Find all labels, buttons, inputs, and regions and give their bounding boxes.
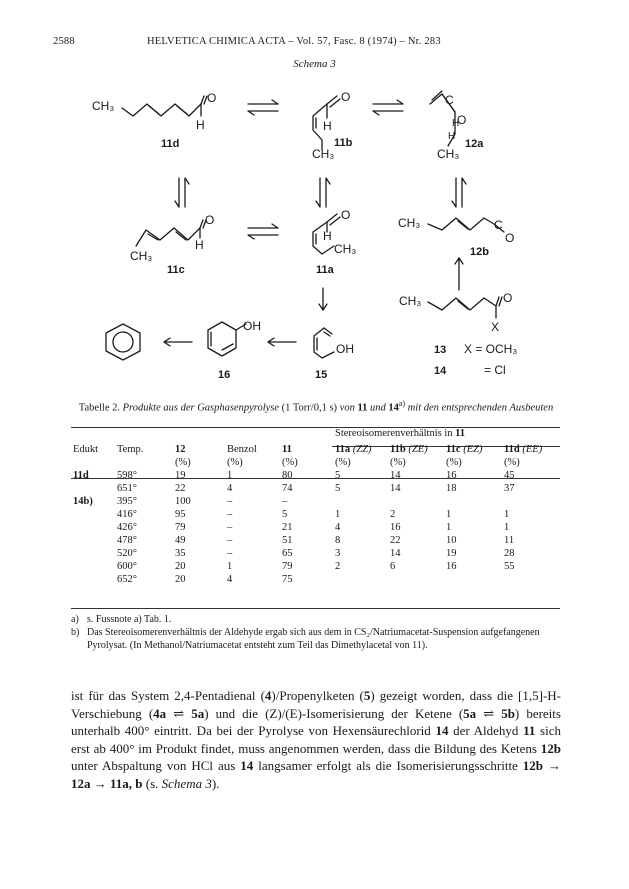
table-cell: 11 <box>504 535 515 546</box>
label-12a: 12a <box>465 138 484 150</box>
group-header-text: Stereoisomerenverhältnis in <box>335 428 453 439</box>
table-cell: 478° <box>117 535 137 546</box>
table-row <box>71 483 560 496</box>
table-bottom-rule <box>71 608 560 609</box>
ch3-11d: CH₃ <box>92 99 115 113</box>
structure-benzene <box>106 324 140 360</box>
label-11c: 11c <box>167 264 185 276</box>
column-unit: (%) <box>282 457 298 468</box>
arrow-13-to-12b <box>455 258 463 290</box>
table-cell <box>502 496 560 509</box>
table-cell: 5 <box>335 483 341 494</box>
c-12b: C <box>494 218 503 232</box>
table-cell: – <box>227 522 233 533</box>
ch3-11c: CH₃ <box>130 249 153 263</box>
footnote-b <box>71 627 560 652</box>
column-unit: (%) <box>446 457 462 468</box>
table-cell <box>388 574 444 587</box>
column-unit: (%) <box>175 457 191 468</box>
structure-16 <box>208 322 246 356</box>
oh-16: OH <box>243 319 261 333</box>
arrow-16-to-benzene <box>164 338 192 346</box>
table-cell <box>71 548 115 561</box>
table-cell: 22 <box>390 535 401 546</box>
table-cell: 4 <box>227 574 233 585</box>
label-11b: 11b <box>334 137 353 149</box>
table-cell: 37 <box>504 483 515 494</box>
column-header: Edukt <box>73 444 99 455</box>
table-cell: 4 <box>335 522 341 533</box>
table-cell <box>71 574 115 587</box>
table-cell: 1 <box>227 561 233 572</box>
table-cell: 16 <box>390 522 401 533</box>
structure-11d <box>122 96 207 116</box>
reaction-scheme <box>0 0 629 395</box>
table-cell: 4 <box>227 483 233 494</box>
equilibrium-11d-11c <box>175 178 189 207</box>
o-11d: O <box>207 91 217 105</box>
table-cell: 14 <box>390 483 401 494</box>
caption-prefix: Tabelle 2. <box>78 402 121 414</box>
table-cell: 1 <box>446 509 452 520</box>
label-13: 13 <box>434 344 447 356</box>
table-cell: 2 <box>390 509 396 520</box>
table-cell: – <box>227 509 233 520</box>
table-cell: 1 <box>504 509 510 520</box>
table-cell: 45 <box>504 470 515 481</box>
caption-tail: mit den entsprechenden Ausbeuten <box>407 402 554 414</box>
table-cell: 11d <box>73 470 89 481</box>
h-12a-2: H <box>448 131 456 142</box>
table-cell: 1 <box>504 522 510 533</box>
table-cell: 16 <box>446 470 457 481</box>
label-11d: 11d <box>161 138 180 150</box>
caption-compound-11: 11 <box>357 402 368 414</box>
footnote-b-mark: b) <box>71 627 80 638</box>
o-11a: O <box>341 208 351 222</box>
substituent-13: X = OCH₃ <box>464 342 518 356</box>
table-cell: 74 <box>282 483 293 494</box>
oh-15: OH <box>336 342 354 356</box>
table-cell: 49 <box>175 535 186 546</box>
column-header: 11d (EE) <box>504 444 543 455</box>
caption-conditions: (1 Torr/0,1 s) <box>281 402 338 414</box>
table-cell: 95 <box>175 509 186 520</box>
column-header: 11a (ZZ) <box>335 444 372 455</box>
table-cell: 16 <box>446 561 457 572</box>
caption-compound-14: 14 <box>388 402 399 414</box>
table-row <box>71 470 560 483</box>
table-cell: 75 <box>282 574 293 585</box>
table-cell: 6 <box>390 561 396 572</box>
ch3-12a: CH₃ <box>437 147 460 161</box>
table-cell <box>71 535 115 548</box>
table-cell: 395° <box>117 496 137 507</box>
column-unit: (%) <box>335 457 351 468</box>
ch3-11a: CH₃ <box>334 242 357 256</box>
footnote-a-mark: a) <box>71 614 79 625</box>
table-cell: 520° <box>117 548 137 559</box>
table-cell <box>333 574 388 587</box>
journal-header: HELVETICA CHIMICA ACTA – Vol. 57, Fasc. 8 (1974) – Nr. 283 <box>147 36 441 47</box>
h-11a: H <box>323 229 332 243</box>
column-header: 11 <box>282 444 292 455</box>
ch3-11b: CH₃ <box>312 147 335 161</box>
column-header: Temp. <box>117 444 144 455</box>
column-unit <box>71 457 115 470</box>
c-12a: C <box>445 93 454 107</box>
equilibrium-12a-12b <box>452 178 466 207</box>
ch3-12b: CH₃ <box>398 216 421 230</box>
o-13: O <box>503 291 513 305</box>
table-cell: 1 <box>227 470 233 481</box>
footnote-b-text: Das Stereoisomerenverhältnis der Aldehyde ergab sich aus dem in CS₂/Natriumacetat-Suspension aufgefangenen Pyrolysat. (In Methanol/Natriumacetat entsteht zum Teil das Dimethylacetal von 11). <box>87 627 540 651</box>
table-cell: 20 <box>175 574 186 585</box>
table-cell: 5 <box>335 470 341 481</box>
table-cell: 14 <box>390 470 401 481</box>
table-caption <box>71 397 561 415</box>
table-row <box>71 574 560 587</box>
o-11b: O <box>341 90 351 104</box>
table-cell: – <box>282 496 288 507</box>
table-cell: 79 <box>175 522 186 533</box>
structure-15 <box>314 328 334 358</box>
table-cell <box>71 522 115 535</box>
table-cell: 51 <box>282 535 293 546</box>
label-14: 14 <box>434 365 447 377</box>
table-cell <box>71 561 115 574</box>
label-15: 15 <box>315 369 328 381</box>
column-header: 11c (EZ) <box>446 444 483 455</box>
table-cell: – <box>227 496 233 507</box>
x-13: X <box>491 320 500 334</box>
table-cell: 18 <box>446 483 457 494</box>
arrow-15-to-16 <box>268 338 296 346</box>
table-row <box>71 509 560 522</box>
table-cell: 652° <box>117 574 137 585</box>
o-12b: O <box>505 231 515 245</box>
column-header: 12 <box>175 444 186 455</box>
structure-13-14 <box>428 297 502 318</box>
label-11a: 11a <box>316 264 334 276</box>
label-12b: 12b <box>470 246 489 258</box>
table-row <box>71 496 560 509</box>
table-cell: 600° <box>117 561 137 572</box>
column-header: Benzol <box>227 444 257 455</box>
arrow-11a-to-15 <box>319 288 327 310</box>
column-header: 11b (ZE) <box>390 444 428 455</box>
table-cell: 1 <box>446 522 452 533</box>
results-table <box>71 428 560 587</box>
table-cell: 651° <box>117 483 137 494</box>
table-cell: 55 <box>504 561 515 572</box>
table-row <box>71 522 560 535</box>
footnote-a-text: s. Fussnote a) Tab. 1. <box>87 614 172 625</box>
table-cell: 20 <box>175 561 186 572</box>
table-cell <box>71 483 115 496</box>
table-cell <box>502 574 560 587</box>
table-cell: 1 <box>335 509 341 520</box>
table-row <box>71 561 560 574</box>
column-unit: (%) <box>504 457 520 468</box>
table-cell: 598° <box>117 470 137 481</box>
h-11c: H <box>195 238 204 252</box>
table-cell: 65 <box>282 548 293 559</box>
substituent-14: = Cl <box>484 363 506 377</box>
table-row <box>71 535 560 548</box>
caption-title: Produkte aus der Gasphasenpyrolyse <box>122 402 280 414</box>
h-11d: H <box>196 118 205 132</box>
caption-footnote-mark: a) <box>398 399 406 408</box>
table-cell: 21 <box>282 522 293 533</box>
column-unit <box>115 457 173 470</box>
table-cell: 14 <box>390 548 401 559</box>
table-cell: – <box>227 535 233 546</box>
group-header <box>333 428 560 444</box>
table-cell <box>388 496 444 509</box>
footnote-a <box>71 614 560 627</box>
table-cell: 22 <box>175 483 186 494</box>
table-cell: 14b) <box>73 496 93 507</box>
table-cell: 416° <box>117 509 137 520</box>
table-cell: 79 <box>282 561 293 572</box>
column-unit: (%) <box>227 457 243 468</box>
equilibrium-11d-11b <box>248 100 278 115</box>
table-row <box>71 548 560 561</box>
table-cell: 28 <box>504 548 515 559</box>
body-paragraph: ist für das System 2,4-Pentadienal (4)/Propenylketen (5) gezeigt worden, dass die [1,5]-H-Verschiebung (4a ⇌ 5a) und die (Z)/(E)-Isomerisierung der Ketene (5a ⇌ 5b) bereits unterhalb 400° eintritt. Da bei der Pyrolyse von Hexensäurechlorid 14 der Aldehyd 11 sich erst ab 400° im Produkt findet, muss angenommen werden, dass die Bildung des Ketens 12b unter Abspaltung von HCl aus 14 langsamer erfolgt als die Isomerisierungsschritte 12b → 12a → 11a, b (s. Schema 3). <box>71 688 561 791</box>
o-11c: O <box>205 213 215 227</box>
ch3-13: CH₃ <box>399 294 422 308</box>
table-cell: 100 <box>175 496 191 507</box>
table-cell: 19 <box>175 470 186 481</box>
table-cell: 8 <box>335 535 341 546</box>
table-cell: 3 <box>335 548 341 559</box>
caption-word-von: von <box>339 402 355 414</box>
equilibrium-11b-12a <box>373 100 403 115</box>
column-unit: (%) <box>390 457 406 468</box>
table-cell: 80 <box>282 470 293 481</box>
table-body <box>71 470 560 587</box>
structure-12b <box>428 218 504 232</box>
table-cell <box>444 496 502 509</box>
table-cell: 10 <box>446 535 457 546</box>
table-cell: 19 <box>446 548 457 559</box>
table-cell <box>444 574 502 587</box>
group-header-compound: 11 <box>455 428 466 439</box>
table-cell: 426° <box>117 522 137 533</box>
table-cell: 5 <box>282 509 288 520</box>
table-cell: 2 <box>335 561 341 572</box>
h-11b: H <box>323 119 332 133</box>
page-number: 2588 <box>53 36 75 47</box>
equilibrium-11b-11a <box>316 178 330 207</box>
equilibrium-11c-11a <box>248 224 278 239</box>
h-12a-1: H <box>452 118 460 129</box>
scheme-title: Schema 3 <box>293 58 336 70</box>
label-16: 16 <box>218 369 231 381</box>
o-12a: O <box>457 113 467 127</box>
table-cell: 35 <box>175 548 186 559</box>
caption-word-und: und <box>370 402 386 414</box>
table-cell <box>71 509 115 522</box>
table-cell <box>333 496 388 509</box>
table-cell: – <box>227 548 233 559</box>
